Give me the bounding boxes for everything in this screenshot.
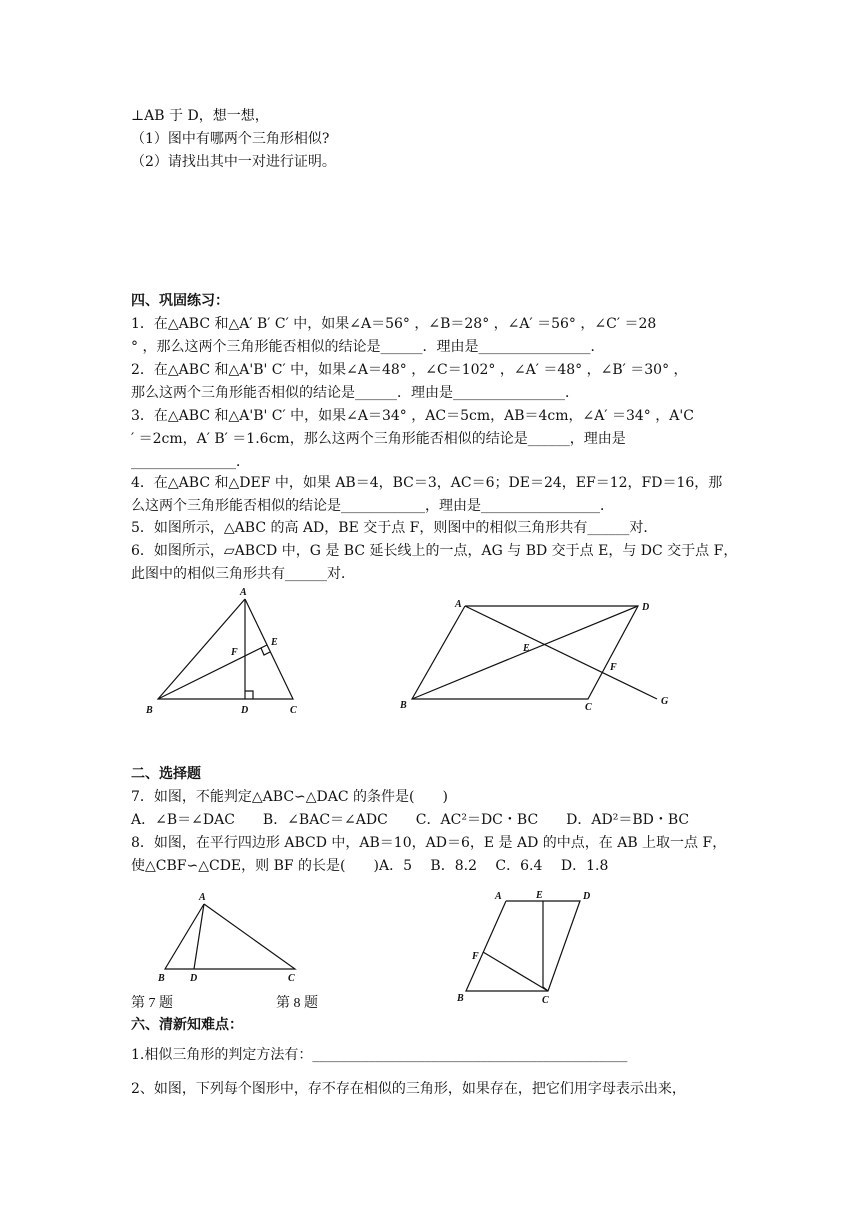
- s2-line: 7．如图，不能判定△ABC∽△DAC 的条件是( ): [131, 789, 448, 805]
- s6-line-1: 1.相似三角形的判定方法有：_____________________________________________: [131, 1047, 628, 1063]
- s4-line: 3．在△ABC 和△A'B' C′ 中，如果∠A＝34° ，AC＝5cm，AB＝4cm，∠A′ ＝34° ，A'C: [131, 408, 694, 424]
- fig2-label-a: A: [455, 599, 462, 610]
- figure-triangle-altitudes: [140, 585, 320, 720]
- s4-line: 此图中的相似三角形共有______对．: [131, 566, 355, 582]
- s2-line: A．∠B＝∠DAC B．∠BAC＝∠ADC C．AC²＝DC・BC D．AD²＝BD・BC: [131, 812, 690, 828]
- s4-line: 1．在△ABC 和△A′ B′ C′ 中，如果∠A＝56° ，∠B＝28° ，∠A′ ＝56° ，∠C′ ＝28: [131, 316, 657, 332]
- fig1-label-a: A: [240, 587, 247, 598]
- fig4-label-f: F: [472, 951, 479, 962]
- s4-line: 4．在△ABC 和△DEF 中，如果 AB＝4，BC＝3，AC＝6；DE＝24，EF＝12，FD＝16，那: [131, 475, 723, 491]
- fig3-label-b: B: [158, 973, 165, 984]
- s4-line: ° ，那么这两个三角形能否相似的结论是______．理由是________________．: [131, 339, 605, 355]
- intro-line-3: （2）请找出其中一对进行证明。: [131, 154, 336, 170]
- fig2-label-b: B: [400, 700, 407, 711]
- fig2-label-d: D: [642, 602, 650, 613]
- fig4-label-c: C: [542, 995, 549, 1006]
- intro-line-1: ⊥AB 于 D，想一想，: [131, 108, 269, 124]
- fig4-label-d: D: [583, 891, 591, 902]
- s4-line: 5．如图所示，△ABC 的高 AD，BE 交于点 F，则图中的相似三角形共有______对．: [131, 520, 658, 536]
- fig2-label-e: E: [523, 643, 530, 654]
- fig4-label-b: B: [457, 993, 464, 1004]
- caption-question-8: 第 8 题: [276, 996, 318, 1011]
- fig4-label-a: A: [495, 891, 502, 902]
- figure-parallelogram-extension: [395, 590, 685, 720]
- s2-line: 8．如图，在平行四边形 ABCD 中，AB＝10，AD＝6，E 是 AD 的中点，在 AB 上取一点 F，: [131, 835, 727, 851]
- fig2-label-f: F: [610, 662, 617, 673]
- fig3-label-d: D: [190, 973, 198, 984]
- figure-question-8: [450, 880, 610, 1005]
- section4-title: 四、巩固练习：: [131, 293, 229, 309]
- fig2-label-g: G: [661, 696, 669, 707]
- fig3-label-c: C: [288, 973, 295, 984]
- section2-title: 二、选择题: [131, 766, 201, 782]
- fig1-label-f: F: [231, 647, 238, 658]
- section6-title: 六、清新知难点：: [131, 1017, 243, 1033]
- fig1-label-b: B: [146, 705, 153, 716]
- fig1-label-c: C: [290, 705, 297, 716]
- s4-line: 2．在△ABC 和△A'B' C′ 中，如果∠A＝48° ，∠C＝102° ，∠A′ ＝48° ，∠B′ ＝30° ，: [131, 362, 688, 378]
- fig4-label-e: E: [536, 890, 543, 901]
- fig1-label-d: D: [241, 705, 249, 716]
- caption-question-7: 第 7 题: [131, 996, 173, 1011]
- s4-line: 6．如图所示，▱ABCD 中，G 是 BC 延长线上的一点，AG 与 BD 交于点 E，与 DC 交于点 F，: [131, 543, 738, 559]
- s4-line: ′ ＝2cm，A′ B′ ＝1.6cm，那么这两个三角形能否相似的结论是______，理由是: [131, 431, 626, 447]
- figure-question-7: [150, 885, 310, 985]
- s4-line: 那么这两个三角形能否相似的结论是______．理由是________________．: [131, 385, 579, 401]
- s6-line-2: 2、如图，下列每个图形中，存不存在相似的三角形，如果存在，把它们用字母表示出来，: [131, 1081, 686, 1097]
- intro-line-2: （1）图中有哪两个三角形相似?: [131, 131, 330, 147]
- fig2-label-c: C: [585, 702, 592, 713]
- s4-line: 么这两个三角形能否相似的结论是____________，理由是_________________．: [131, 498, 614, 514]
- s2-line: 使△CBF∽△CDE，则 BF 的长是( )A．5 B．8.2 C．6.4 D．1.8: [131, 858, 609, 874]
- s4-line: _______________．: [131, 454, 250, 470]
- fig1-label-e: E: [271, 637, 278, 648]
- fig3-label-a: A: [199, 892, 206, 903]
